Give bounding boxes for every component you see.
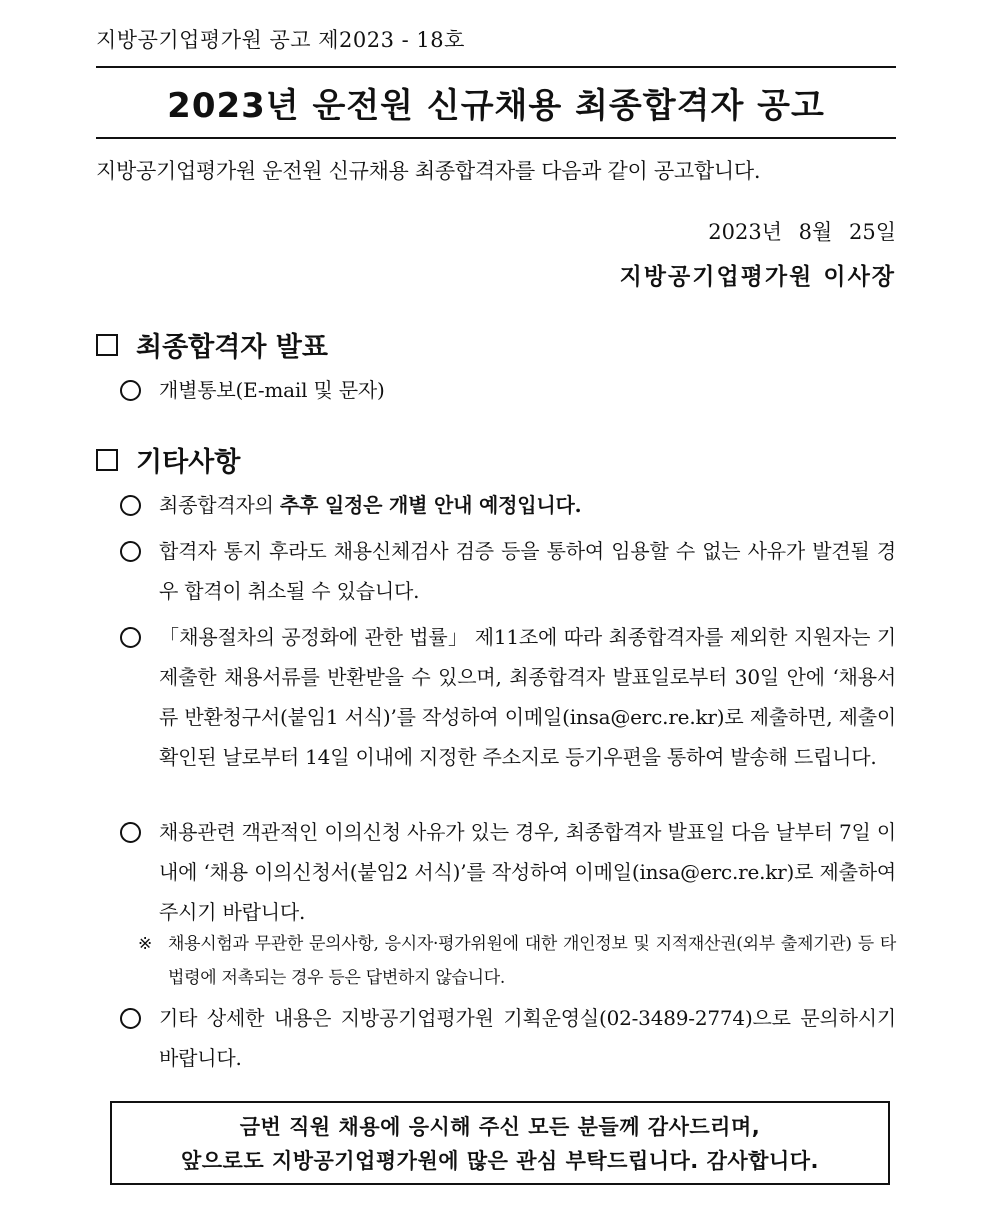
circle-bullet-icon	[120, 541, 141, 562]
item-bold-text: 추후 일정은 개별 안내 예정입니다.	[279, 493, 582, 517]
circle-bullet-icon	[120, 627, 141, 648]
top-rule	[96, 66, 896, 68]
reference-mark-icon: ※	[138, 934, 152, 954]
list-item-text: 채용관련 객관적인 이의신청 사유가 있는 경우, 최종합격자 발표일 다음 날부터 7일 이내에 ‘채용 이의신청서(붙임2 서식)’를 작성하여 이메일(insa@erc.re.kr)로 제출하여 주시기 바랍니다.	[159, 820, 896, 924]
checkbox-square-icon	[96, 334, 118, 356]
list-item-text: 「채용절차의 공정화에 관한 법률」 제11조에 따라 최종합격자를 제외한 지원자는 기 제출한 채용서류를 반환받을 수 있으며, 최종합격자 발표일로부터 30일 안에 ‘채용서류 반환청구서(붙임1 서식)’를 작성하여 이메일(insa@erc.re.kr)로 제출하면, 제출이 확인된 날로부터 14일 이내에 지정한 주소지로 등기우편을 통하여 발송해 드립니다.	[159, 625, 896, 769]
page-title: 2023년 운전원 신규채용 최종합격자 공고	[167, 86, 825, 126]
circle-bullet-icon	[120, 1008, 141, 1029]
list-item	[120, 485, 896, 525]
section-heading-label: 기타사항	[136, 447, 241, 478]
section-heading-label: 최종합격자 발표	[136, 332, 328, 363]
closing-line-2: 앞으로도 지방공기업평가원에 많은 관심 부탁드립니다. 감사합니다.	[180, 1149, 820, 1173]
circle-bullet-icon	[120, 822, 141, 843]
closing-line-1: 금번 직원 채용에 응시해 주신 모든 분들께 감사드리며,	[239, 1115, 761, 1139]
announcement-date: 2023년 8월 25일	[708, 220, 896, 244]
list-item	[120, 617, 896, 777]
list-item	[120, 370, 896, 410]
section-final-results-heading	[96, 325, 328, 364]
item-plain-text: 최종합격자의	[159, 493, 280, 517]
section-other-matters-heading	[96, 440, 240, 479]
list-item	[120, 998, 896, 1078]
list-item-text: 개별통보(E-mail 및 문자)	[159, 378, 385, 402]
list-item-text	[159, 485, 896, 525]
note-text: 채용시험과 무관한 문의사항, 응시자·평가위원에 대한 개인정보 및 지적재산권(외부 출제기관) 등 타 법령에 저촉되는 경우 등은 답변하지 않습니다.	[168, 934, 896, 988]
list-item	[120, 531, 896, 611]
list-item	[120, 812, 896, 932]
intro-text: 지방공기업평가원 운전원 신규채용 최종합격자를 다음과 같이 공고합니다.	[96, 159, 761, 183]
circle-bullet-icon	[120, 380, 141, 401]
note-item	[138, 927, 896, 995]
checkbox-square-icon	[96, 449, 118, 471]
issuer: 지방공기업평가원 이사장	[619, 263, 896, 290]
circle-bullet-icon	[120, 495, 141, 516]
list-item-text: 합격자 통지 후라도 채용신체검사 검증 등을 통하여 임용할 수 없는 사유가 발견될 경우 합격이 취소될 수 있습니다.	[159, 539, 896, 603]
closing-box	[110, 1101, 890, 1185]
notice-number: 지방공기업평가원 공고 제2023 - 18호	[96, 28, 465, 52]
title-rule	[96, 137, 896, 139]
list-item-text: 기타 상세한 내용은 지방공기업평가원 기획운영실(02-3489-2774)으로 문의하시기 바랍니다.	[159, 1006, 896, 1070]
